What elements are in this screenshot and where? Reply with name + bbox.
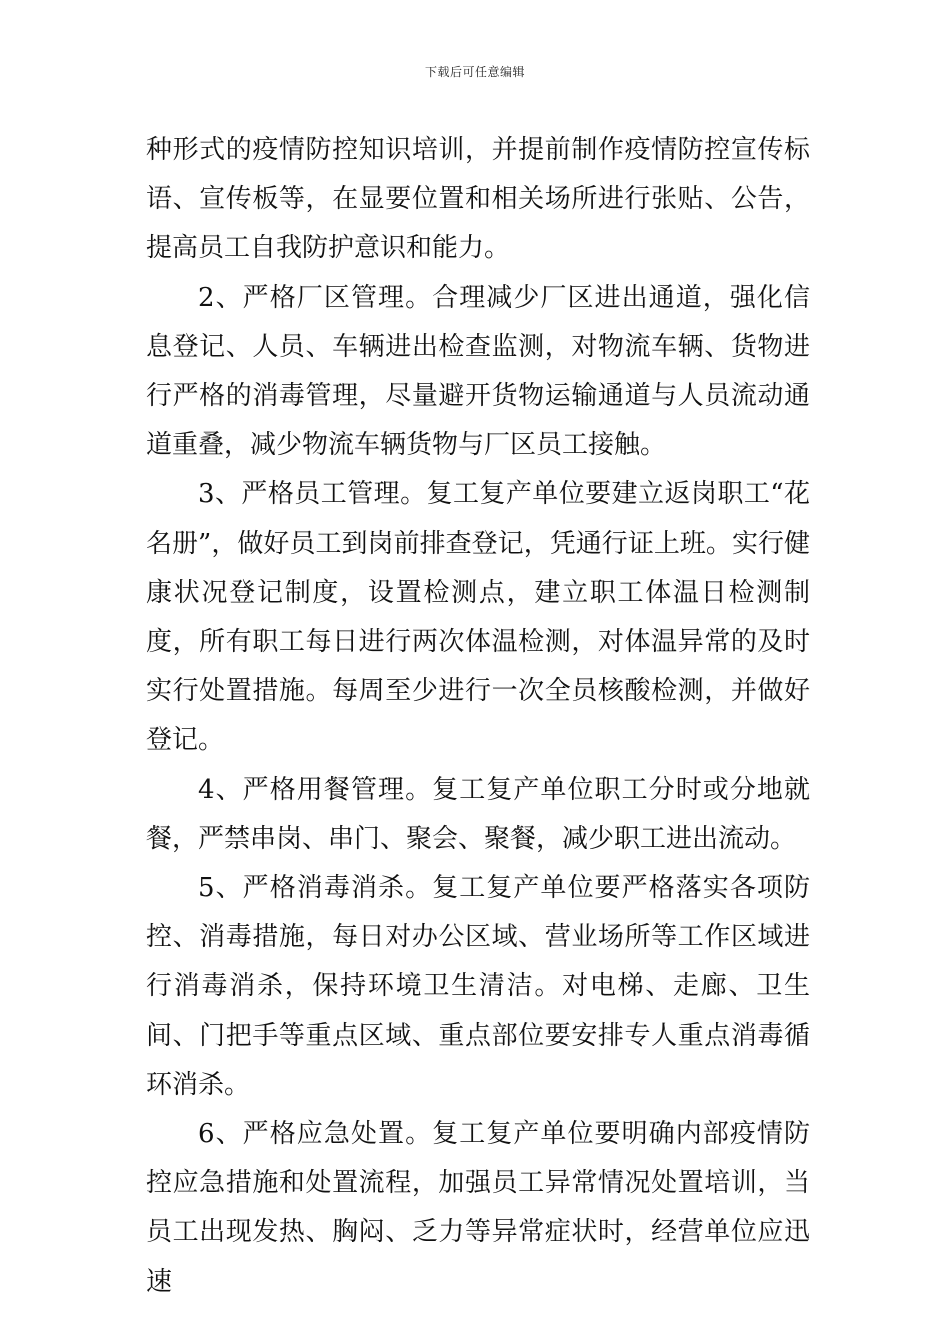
document-body [146,126,810,1307]
paragraph-staff-management: 3、严格员工管理。复工复产单位要建立返岗职工“花名册”，做好员工到岗前排查登记，凭通行证上班。实行健康状况登记制度，设置检测点，建立职工体温日检测制度，所有职工每日进行两次体温检测，对体温异常的及时实行处置措施。每周至少进行一次全员核酸检测，并做好登记。 [146,479,810,756]
paragraph-emergency-handling: 6、严格应急处置。复工复产单位要明确内部疫情防控应急措施和处置流程，加强员工异常情况处置培训，当员工出现发热、胸闷、乏力等异常症状时，经营单位应迅速 [146,1119,810,1297]
page-header: 下载后可任意编辑 [424,65,525,79]
paragraph-factory-management: 2、严格厂区管理。合理减少厂区进出通道，强化信息登记、人员、车辆进出检查监测，对物流车辆、货物进行严格的消毒管理，尽量避开货物运输通道与人员流动通道重叠，减少物流车辆货物与厂区员工接触。 [146,282,810,461]
paragraph-continuation: 种形式的疫情防控知识培训，并提前制作疫情防控宣传标语、宣传板等，在显要位置和相关场所进行张贴、公告，提高员工自我防护意识和能力。 [146,135,810,264]
paragraph-dining-management: 4、严格用餐管理。复工复产单位职工分时或分地就餐，严禁串岗、串门、聚会、聚餐，减少职工进出流动。 [146,774,810,854]
paragraph-disinfection: 5、严格消毒消杀。复工复产单位要严格落实各项防控、消毒措施，每日对办公区域、营业场所等工作区域进行消毒消杀，保持环境卫生清洁。对电梯、走廊、卫生间、门把手等重点区域、重点部位要安排专人重点消毒循环消杀。 [146,873,810,1100]
